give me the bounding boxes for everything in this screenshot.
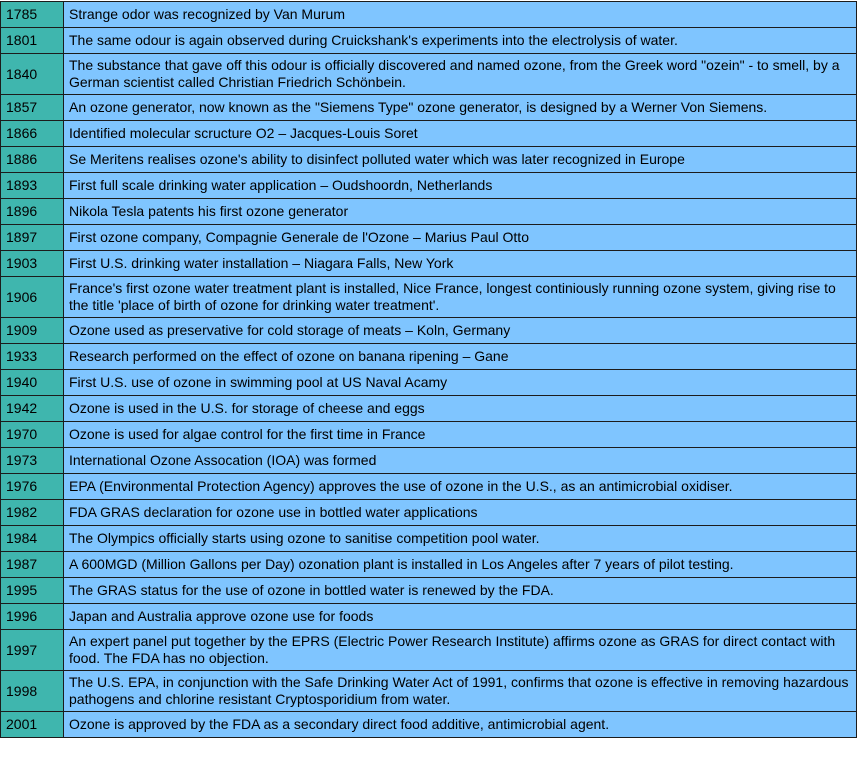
year-cell: 1973: [1, 448, 64, 474]
year-cell: 1801: [1, 28, 64, 54]
table-row: [1, 95, 857, 121]
table-row: [1, 552, 857, 578]
event-cell: Ozone is approved by the FDA as a secondary direct food additive, antimicrobial agent.: [64, 712, 857, 738]
event-cell: Nikola Tesla patents his first ozone generator: [64, 199, 857, 225]
year-cell: 1840: [1, 54, 64, 95]
event-cell: A 600MGD (Million Gallons per Day) ozonation plant is installed in Los Angeles after 7 years of pilot testing.: [64, 552, 857, 578]
event-cell: EPA (Environmental Protection Agency) approves the use of ozone in the U.S., as an antimicrobial oxidiser.: [64, 474, 857, 500]
table-row: [1, 370, 857, 396]
table-row: [1, 225, 857, 251]
event-cell: Japan and Australia approve ozone use for foods: [64, 604, 857, 630]
event-cell: Ozone is used in the U.S. for storage of cheese and eggs: [64, 396, 857, 422]
event-cell: France's first ozone water treatment plant is installed, Nice France, longest continiously running ozone system, giving rise to the title 'place of birth of ozone for drinking water treatment'.: [64, 277, 857, 318]
table-row: [1, 199, 857, 225]
event-cell: Research performed on the effect of ozone on banana ripening – Gane: [64, 344, 857, 370]
table-row: [1, 344, 857, 370]
table-row: [1, 318, 857, 344]
year-cell: 1942: [1, 396, 64, 422]
year-cell: 1984: [1, 526, 64, 552]
table-row: [1, 526, 857, 552]
year-cell: 1886: [1, 147, 64, 173]
year-cell: 1976: [1, 474, 64, 500]
year-cell: 1909: [1, 318, 64, 344]
table-row: [1, 54, 857, 95]
event-cell: Ozone used as preservative for cold storage of meats – Koln, Germany: [64, 318, 857, 344]
event-cell: Identified molecular scructure O2 – Jacques-Louis Soret: [64, 121, 857, 147]
year-cell: 1970: [1, 422, 64, 448]
table-row: [1, 147, 857, 173]
table-row: [1, 630, 857, 671]
table-row: [1, 474, 857, 500]
event-cell: An expert panel put together by the EPRS (Electric Power Research Institute) affirms ozone as GRAS for direct contact with food. The FDA has no objection.: [64, 630, 857, 671]
year-cell: 1940: [1, 370, 64, 396]
table-row: [1, 396, 857, 422]
table-row: [1, 448, 857, 474]
year-cell: 1906: [1, 277, 64, 318]
year-cell: 1897: [1, 225, 64, 251]
event-cell: The same odour is again observed during Cruickshank's experiments into the electrolysis of water.: [64, 28, 857, 54]
year-cell: 1857: [1, 95, 64, 121]
event-cell: Strange odor was recognized by Van Murum: [64, 2, 857, 28]
event-cell: First full scale drinking water application – Oudshoordn, Netherlands: [64, 173, 857, 199]
year-cell: 1997: [1, 630, 64, 671]
timeline-body: [1, 2, 857, 738]
event-cell: FDA GRAS declaration for ozone use in bottled water applications: [64, 500, 857, 526]
table-row: [1, 2, 857, 28]
year-cell: 1982: [1, 500, 64, 526]
table-row: [1, 121, 857, 147]
event-cell: First U.S. use of ozone in swimming pool at US Naval Acamy: [64, 370, 857, 396]
event-cell: International Ozone Assocation (IOA) was formed: [64, 448, 857, 474]
table-row: [1, 173, 857, 199]
event-cell: Ozone is used for algae control for the first time in France: [64, 422, 857, 448]
table-row: [1, 500, 857, 526]
table-row: [1, 578, 857, 604]
event-cell: The GRAS status for the use of ozone in bottled water is renewed by the FDA.: [64, 578, 857, 604]
table-row: [1, 712, 857, 738]
year-cell: 1785: [1, 2, 64, 28]
event-cell: The Olympics officially starts using ozone to sanitise competition pool water.: [64, 526, 857, 552]
year-cell: 1903: [1, 251, 64, 277]
event-cell: Se Meritens realises ozone's ability to disinfect polluted water which was later recognized in Europe: [64, 147, 857, 173]
year-cell: 1866: [1, 121, 64, 147]
event-cell: The U.S. EPA, in conjunction with the Safe Drinking Water Act of 1991, confirms that ozone is effective in removing hazardous pathogens and chlorine resistant Cryptosporidium from water.: [64, 671, 857, 712]
year-cell: 1987: [1, 552, 64, 578]
year-cell: 1896: [1, 199, 64, 225]
event-cell: First U.S. drinking water installation – Niagara Falls, New York: [64, 251, 857, 277]
event-cell: The substance that gave off this odour is officially discovered and named ozone, from the Greek word "ozein" - to smell, by a German scientist called Christian Friedrich Schönbein.: [64, 54, 857, 95]
table-row: [1, 422, 857, 448]
year-cell: 1995: [1, 578, 64, 604]
event-cell: First ozone company, Compagnie Generale de l'Ozone – Marius Paul Otto: [64, 225, 857, 251]
table-row: [1, 604, 857, 630]
year-cell: 2001: [1, 712, 64, 738]
year-cell: 1998: [1, 671, 64, 712]
ozone-history-table: [0, 1, 857, 738]
event-cell: An ozone generator, now known as the "Siemens Type" ozone generator, is designed by a Werner Von Siemens.: [64, 95, 857, 121]
year-cell: 1933: [1, 344, 64, 370]
year-cell: 1996: [1, 604, 64, 630]
year-cell: 1893: [1, 173, 64, 199]
table-row: [1, 277, 857, 318]
table-row: [1, 28, 857, 54]
table-row: [1, 251, 857, 277]
table-row: [1, 671, 857, 712]
